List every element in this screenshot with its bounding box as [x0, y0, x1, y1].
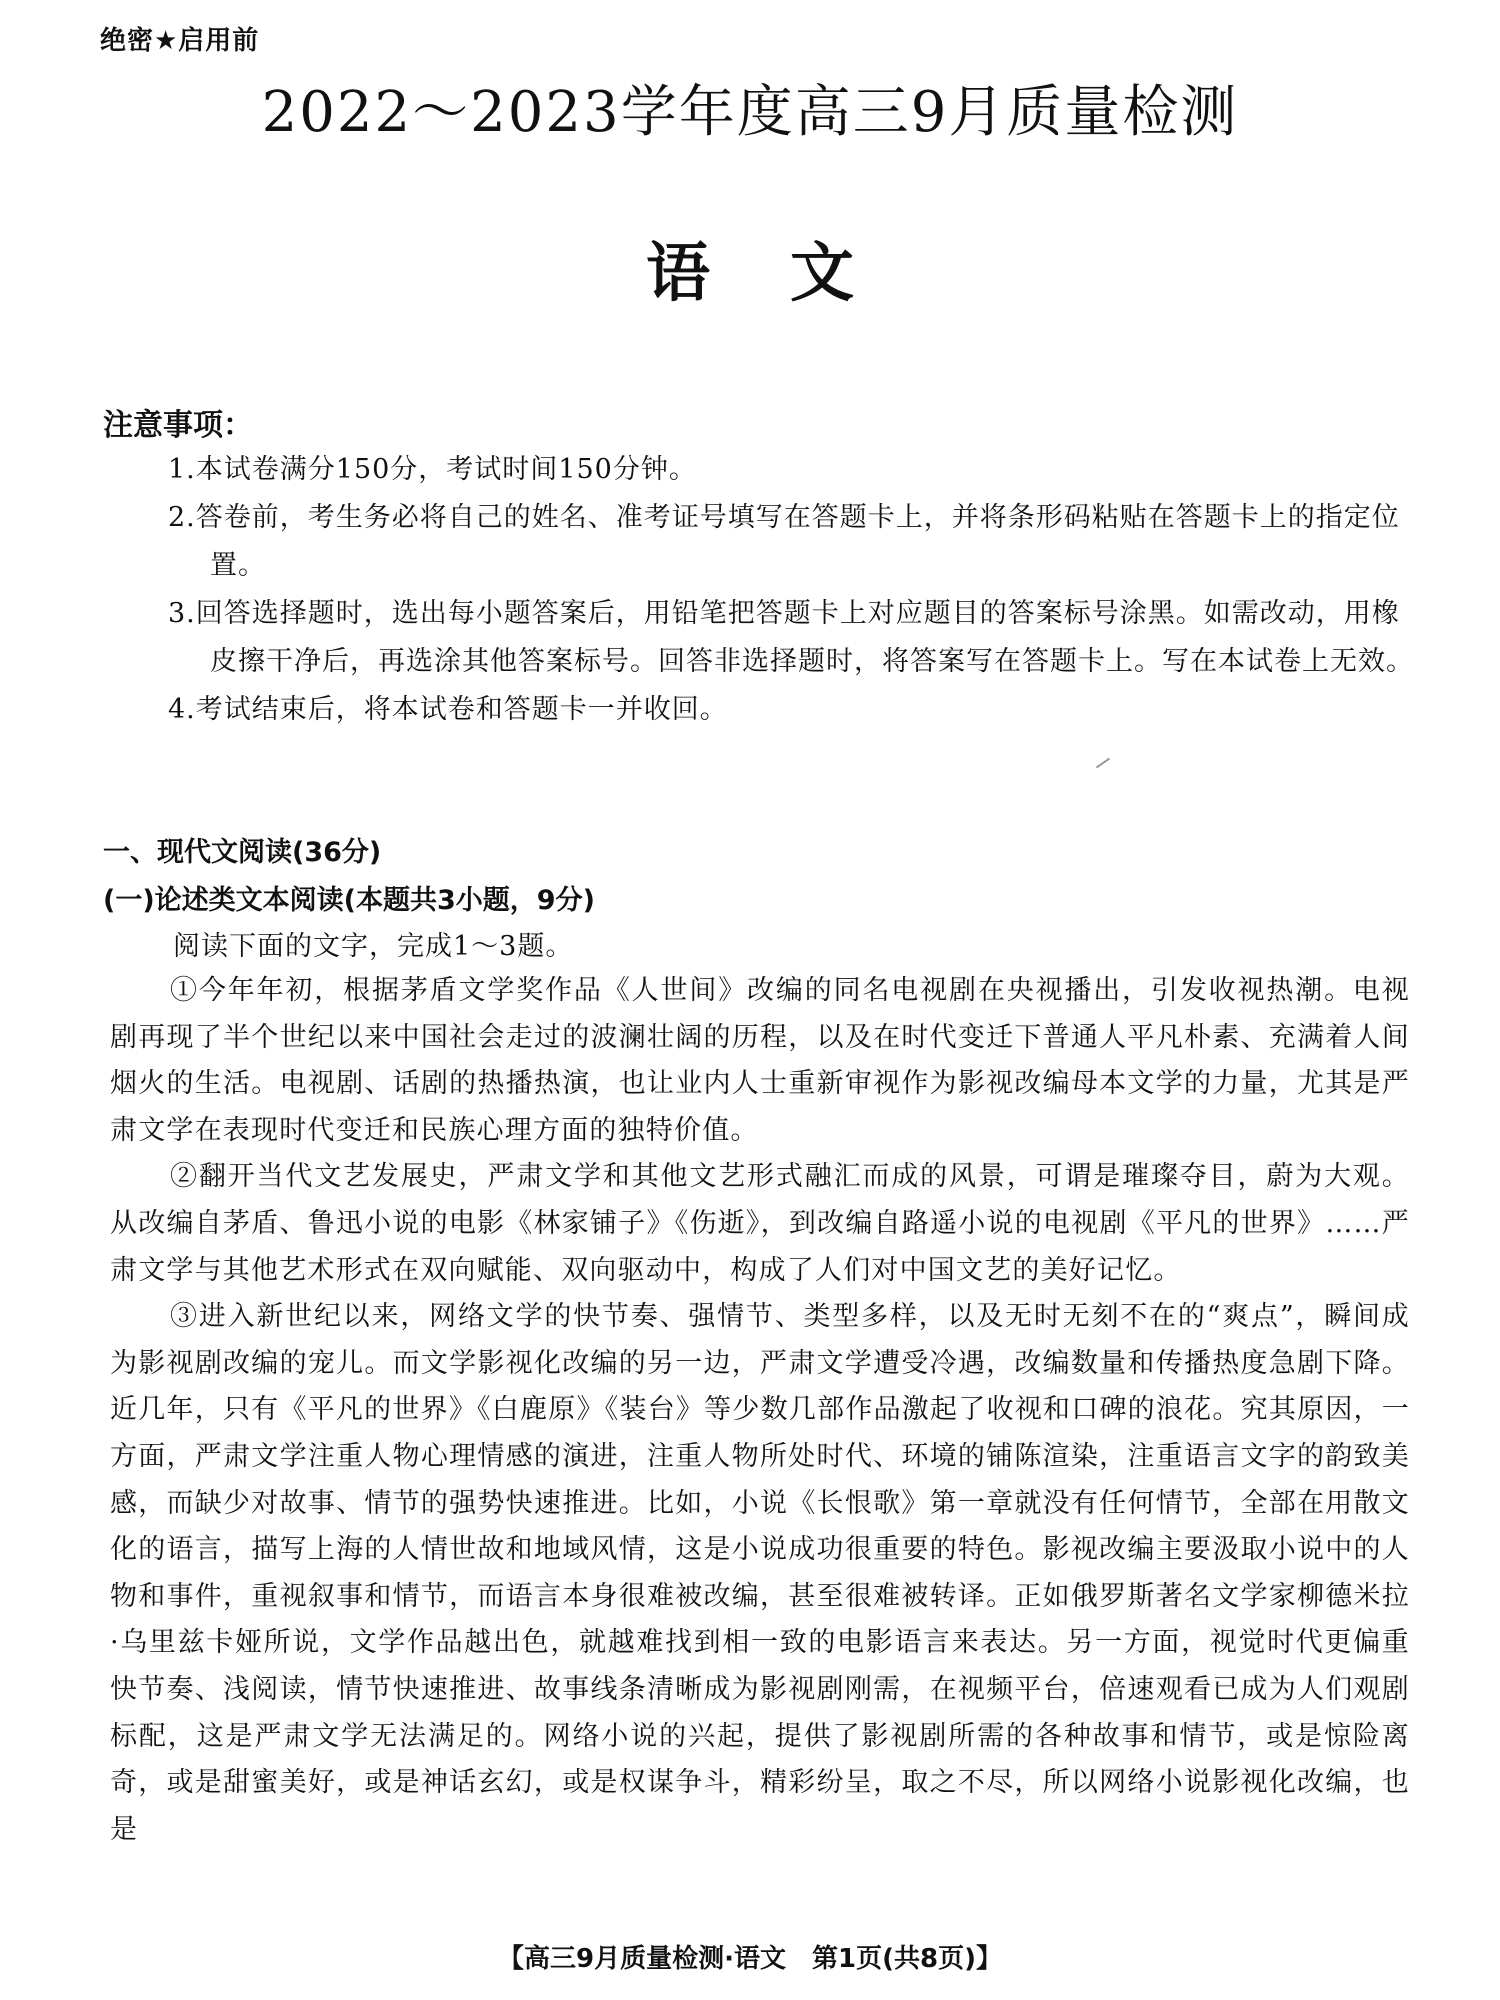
reading-passage	[110, 968, 1410, 1853]
scan-mark	[1096, 758, 1110, 769]
notice-item: 3.回答选择题时，选出每小题答案后，用铅笔把答题卡上对应题目的答案标号涂黑。如需改动，用橡皮擦干净后，再选涂其他答案标号。回答非选择题时，将答案写在答题卡上。写在本试卷上无效。	[168, 598, 1414, 677]
page-footer: 【高三9月质量检测·语文 第1页(共8页)】	[498, 1944, 1002, 1974]
subsection-heading: (一)论述类文本阅读(本题共3小题，9分)	[103, 885, 595, 916]
passage-paragraph: ③进入新世纪以来，网络文学的快节奏、强情节、类型多样，以及无时无刻不在的“爽点”，瞬间成为影视剧改编的宠儿。而文学影视化改编的另一边，严肃文学遭受冷遇，改编数量和传播热度急剧下降。近几年，只有《平凡的世界》《白鹿原》《装台》等少数几部作品激起了收视和口碑的浪花。究其原因，一方面，严肃文学注重人物心理情感的演进，注重人物所处时代、环境的铺陈渲染，注重语言文字的韵致美感，而缺少对故事、情节的强势快速推进。比如，小说《长恨歌》第一章就没有任何情节，全部在用散文化的语言，描写上海的人情世故和地域风情，这是小说成功很重要的特色。影视改编主要汲取小说中的人物和事件，重视叙事和情节，而语言本身很难被改编，甚至很难被转译。正如俄罗斯著名文学家柳德米拉·乌里兹卡娅所说，文学作品越出色，就越难找到相一致的电影语言来表达。另一方面，视觉时代更偏重快节奏、浅阅读，情节快速推进、故事线条清晰成为影视剧刚需，在视频平台，倍速观看已成为人们观剧标配，这是严肃文学无法满足的。网络小说的兴起，提供了影视剧所需的各种故事和情节，或是惊险离奇，或是甜蜜美好，或是神话玄幻，或是权谋争斗，精彩纷呈，取之不尽，所以网络小说影视化改编，也是	[110, 1301, 1410, 1845]
reading-instruction: 阅读下面的文字，完成1～3题。	[173, 931, 574, 962]
notice-item: 1.本试卷满分150分，考试时间150分钟。	[168, 454, 697, 485]
passage-paragraph: ②翻开当代文艺发展史，严肃文学和其他文艺形式融汇而成的风景，可谓是璀璨夺目，蔚为大观。从改编自茅盾、鲁迅小说的电影《林家铺子》《伤逝》，到改编自路遥小说的电视剧《平凡的世界》……严肃文学与其他艺术形式在双向赋能、双向驱动中，构成了人们对中国文艺的美好记忆。	[110, 1161, 1410, 1286]
subject-title: 语文	[646, 236, 934, 311]
passage-paragraph: ①今年年初，根据茅盾文学奖作品《人世间》改编的同名电视剧在央视播出，引发收视热潮。电视剧再现了半个世纪以来中国社会走过的波澜壮阔的历程，以及在时代变迁下普通人平凡朴素、充满着人间烟火的生活。电视剧、话剧的热播热演，也让业内人士重新审视作为影视改编母本文学的力量，尤其是严肃文学在表现时代变迁和民族心理方面的独特价值。	[110, 975, 1410, 1146]
confidential-label: 绝密★启用前	[100, 26, 260, 56]
notice-heading: 注意事项：	[103, 408, 253, 443]
exam-title: 2022～2023学年度高三9月质量检测	[261, 80, 1239, 145]
notice-item: 4.考试结束后，将本试卷和答题卡一并收回。	[168, 694, 728, 725]
notice-item: 2.答卷前，考生务必将自己的姓名、准考证号填写在答题卡上，并将条形码粘贴在答题卡上的指定位置。	[168, 502, 1400, 581]
section-heading: 一、现代文阅读(36分)	[103, 837, 382, 868]
notice-list	[168, 446, 1418, 734]
